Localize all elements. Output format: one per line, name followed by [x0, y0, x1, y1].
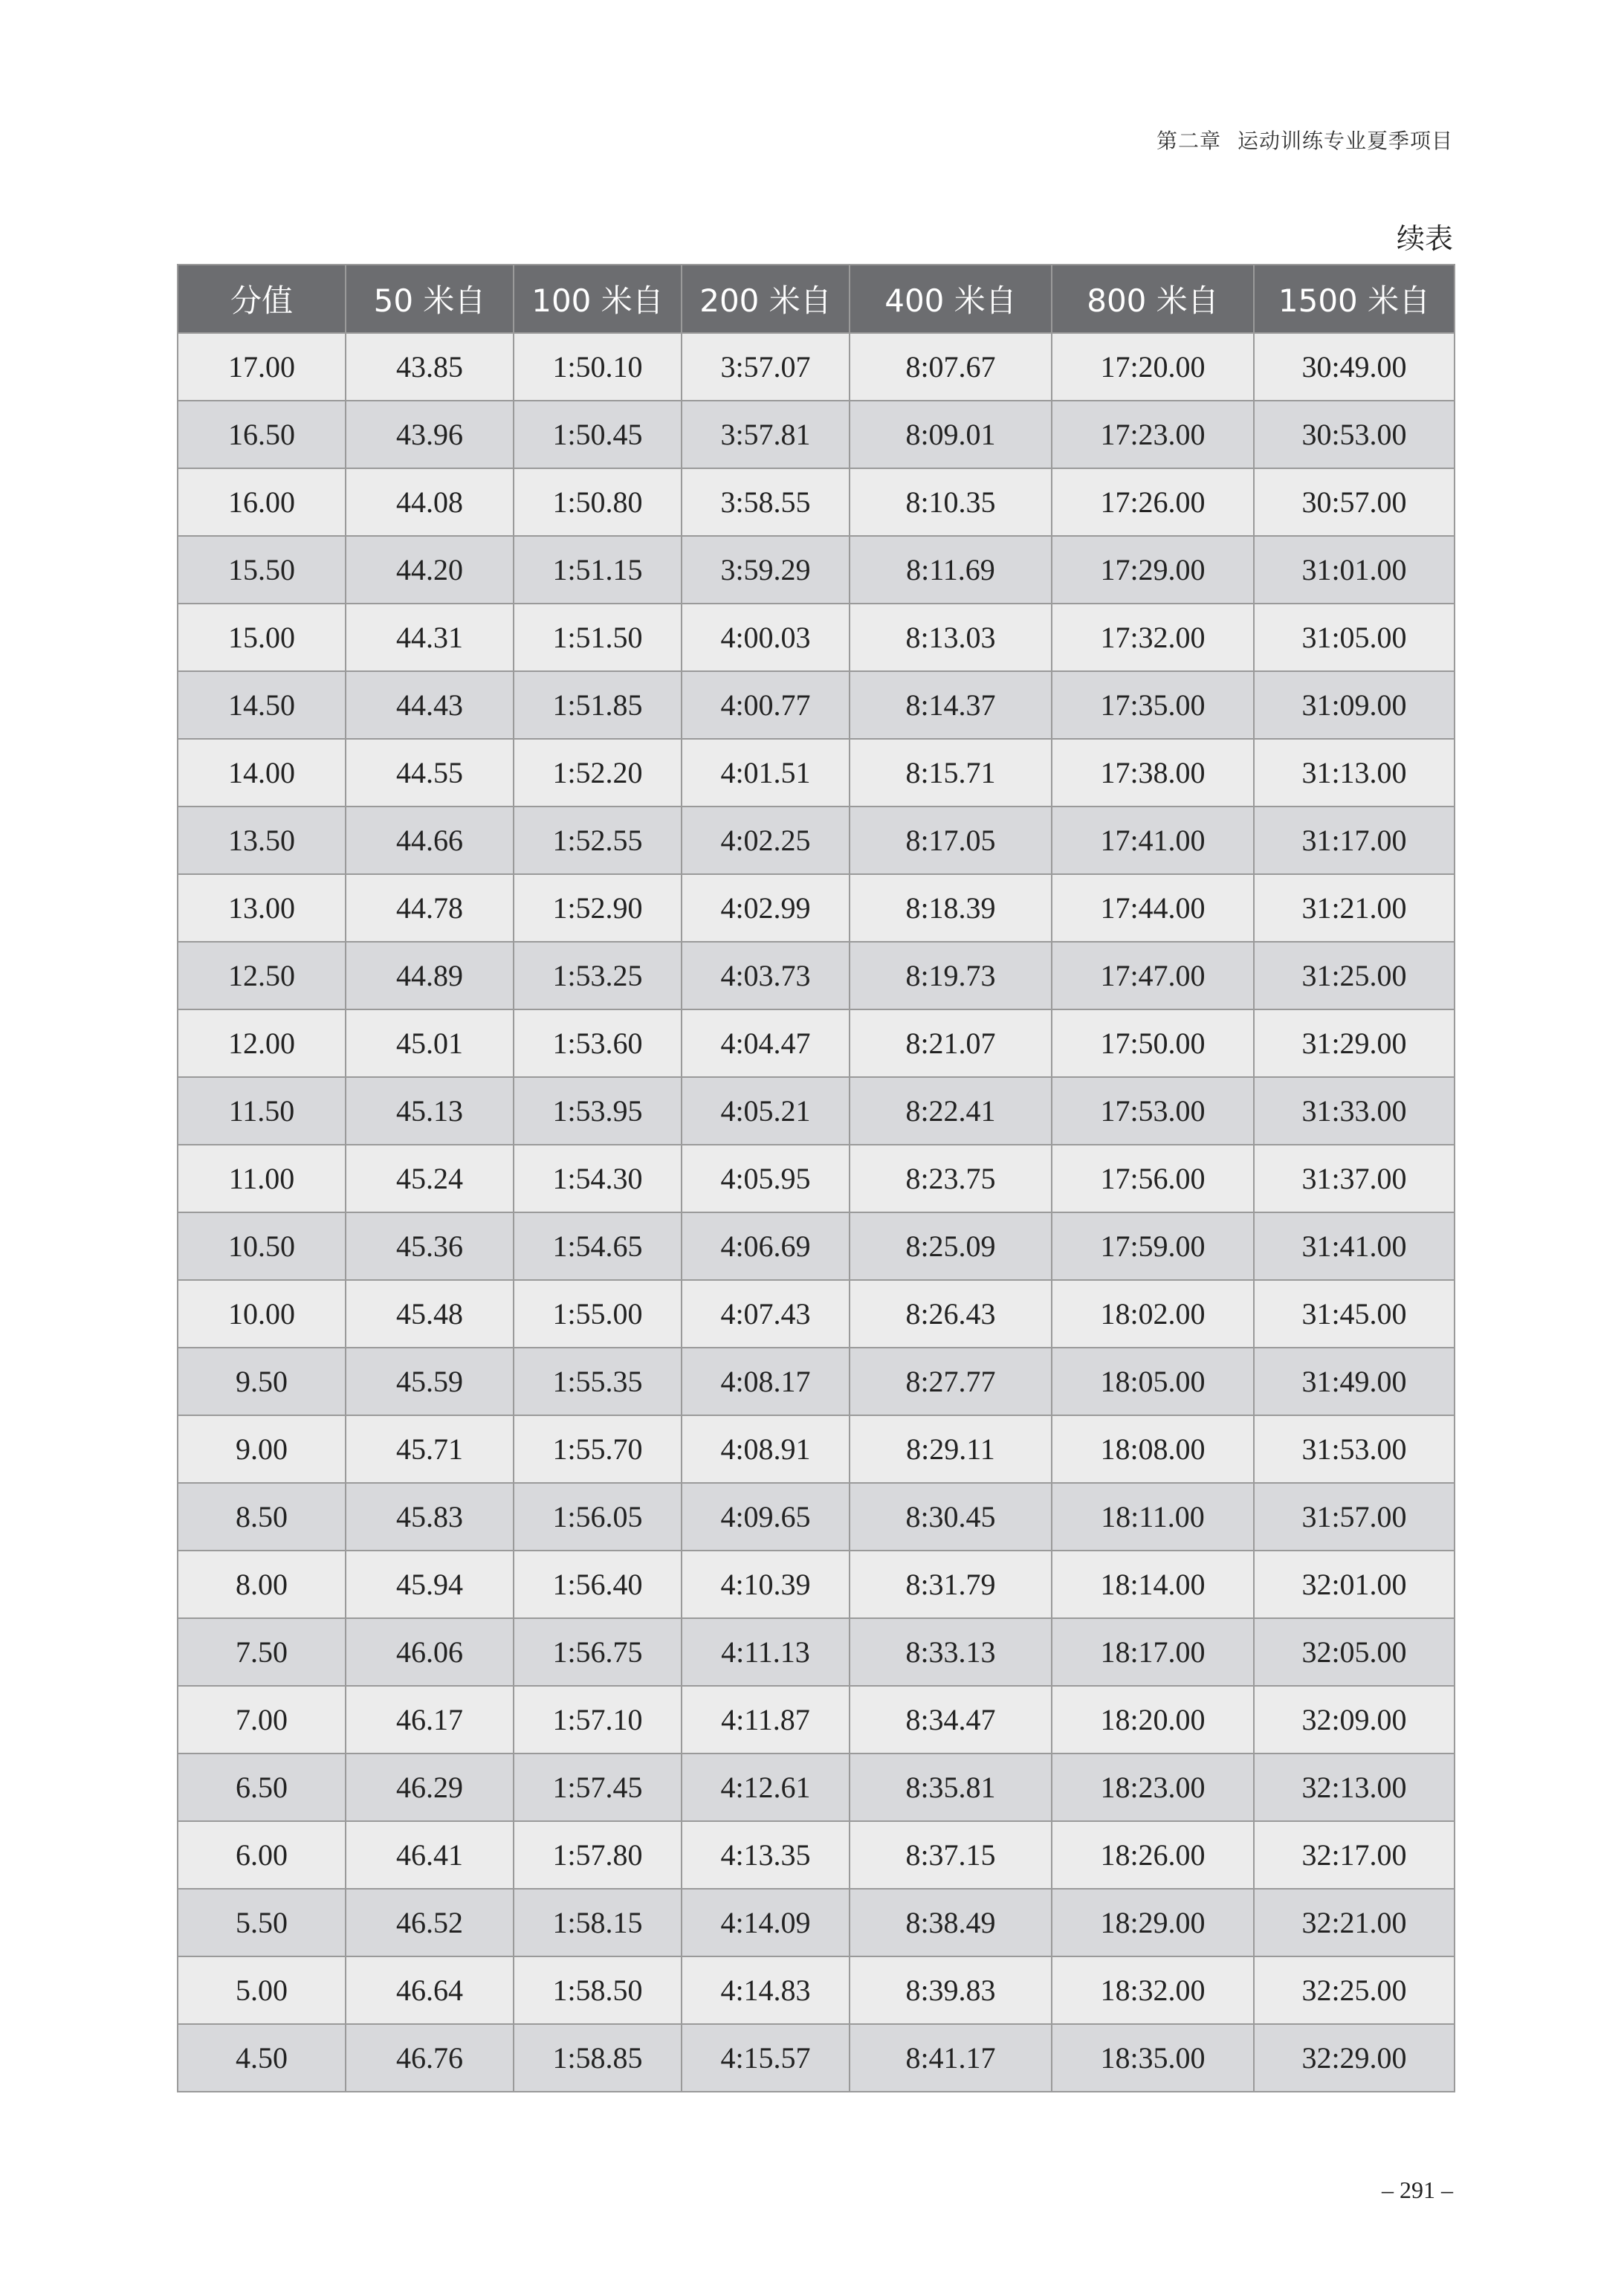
table-cell: 8:38.49 [850, 1889, 1052, 1956]
table-cell: 16.50 [178, 401, 346, 468]
table-row [178, 536, 1455, 604]
table-cell: 1:56.40 [514, 1551, 682, 1618]
table-cell: 4:11.87 [682, 1686, 850, 1753]
table-cell: 4:05.95 [682, 1145, 850, 1212]
table-cell: 1:56.05 [514, 1483, 682, 1551]
table-cell: 18:05.00 [1052, 1348, 1254, 1415]
table-cell: 45.13 [346, 1077, 514, 1145]
table-cell: 45.24 [346, 1145, 514, 1212]
table-cell: 30:57.00 [1254, 468, 1455, 536]
table-cell: 8.00 [178, 1551, 346, 1618]
table-cell: 11.50 [178, 1077, 346, 1145]
table-cell: 4:09.65 [682, 1483, 850, 1551]
table-cell: 4:03.73 [682, 942, 850, 1009]
table-row [178, 1483, 1455, 1551]
table-cell: 17:38.00 [1052, 739, 1254, 807]
table-header-row [178, 265, 1455, 333]
table-cell: 44.89 [346, 942, 514, 1009]
table-cell: 31:05.00 [1254, 604, 1455, 671]
table-cell: 1:50.10 [514, 333, 682, 401]
table-cell: 32:01.00 [1254, 1551, 1455, 1618]
table-cell: 10.50 [178, 1212, 346, 1280]
table-cell: 32:17.00 [1254, 1821, 1455, 1889]
table-row [178, 1212, 1455, 1280]
table-cell: 17:41.00 [1052, 807, 1254, 874]
table-cell: 45.48 [346, 1280, 514, 1348]
table-row [178, 1415, 1455, 1483]
table-cell: 18:35.00 [1052, 2024, 1254, 2092]
table-cell: 4:04.47 [682, 1009, 850, 1077]
table-cell: 30:49.00 [1254, 333, 1455, 401]
table-cell: 31:17.00 [1254, 807, 1455, 874]
table-cell: 7.50 [178, 1618, 346, 1686]
table-cell: 17:20.00 [1052, 333, 1254, 401]
table-cell: 4:00.03 [682, 604, 850, 671]
table-row [178, 807, 1455, 874]
table-cell: 4:08.91 [682, 1415, 850, 1483]
table-row [178, 1551, 1455, 1618]
table-cell: 18:08.00 [1052, 1415, 1254, 1483]
table-cell: 14.00 [178, 739, 346, 807]
column-header: 50 米自 [346, 265, 514, 333]
table-cell: 45.01 [346, 1009, 514, 1077]
table-cell: 31:01.00 [1254, 536, 1455, 604]
table-cell: 46.64 [346, 1956, 514, 2024]
table-row [178, 604, 1455, 671]
table-row [178, 739, 1455, 807]
table-cell: 31:41.00 [1254, 1212, 1455, 1280]
table-cell: 13.50 [178, 807, 346, 874]
table-row [178, 1145, 1455, 1212]
column-header: 100 米自 [514, 265, 682, 333]
table-cell: 8:41.17 [850, 2024, 1052, 2092]
table-cell: 32:29.00 [1254, 2024, 1455, 2092]
table-cell: 8:34.47 [850, 1686, 1052, 1753]
table-cell: 4:15.57 [682, 2024, 850, 2092]
table-cell: 32:13.00 [1254, 1753, 1455, 1821]
table-cell: 46.29 [346, 1753, 514, 1821]
table-cell: 1:58.85 [514, 2024, 682, 2092]
table-cell: 8:39.83 [850, 1956, 1052, 2024]
table-cell: 45.59 [346, 1348, 514, 1415]
table-row [178, 1686, 1455, 1753]
table-row [178, 333, 1455, 401]
table-cell: 3:59.29 [682, 536, 850, 604]
table-cell: 17:35.00 [1052, 671, 1254, 739]
table-cell: 5.00 [178, 1956, 346, 2024]
table-cell: 8:37.15 [850, 1821, 1052, 1889]
table-cell: 46.76 [346, 2024, 514, 2092]
table-cell: 8:21.07 [850, 1009, 1052, 1077]
table-cell: 17:26.00 [1052, 468, 1254, 536]
table-cell: 4:07.43 [682, 1280, 850, 1348]
table-cell: 1:56.75 [514, 1618, 682, 1686]
table-cell: 8:14.37 [850, 671, 1052, 739]
swimming-score-table [177, 264, 1455, 2092]
table-cell: 17:47.00 [1052, 942, 1254, 1009]
table-row [178, 1753, 1455, 1821]
table-cell: 18:20.00 [1052, 1686, 1254, 1753]
table-cell: 1:54.30 [514, 1145, 682, 1212]
table-cell: 45.94 [346, 1551, 514, 1618]
table-cell: 1:50.80 [514, 468, 682, 536]
table-cell: 31:29.00 [1254, 1009, 1455, 1077]
table-cell: 44.78 [346, 874, 514, 942]
table-cell: 17:53.00 [1052, 1077, 1254, 1145]
table-cell: 8:19.73 [850, 942, 1052, 1009]
table-cell: 46.06 [346, 1618, 514, 1686]
table-cell: 17:23.00 [1052, 401, 1254, 468]
table-cell: 32:25.00 [1254, 1956, 1455, 2024]
table-cell: 1:57.45 [514, 1753, 682, 1821]
table-cell: 32:05.00 [1254, 1618, 1455, 1686]
table-cell: 1:58.50 [514, 1956, 682, 2024]
table-cell: 8:29.11 [850, 1415, 1052, 1483]
table-cell: 44.55 [346, 739, 514, 807]
page-number: – 291 – [1382, 2176, 1453, 2203]
table-row [178, 1009, 1455, 1077]
table-row [178, 401, 1455, 468]
table-cell: 4:12.61 [682, 1753, 850, 1821]
table-cell: 4:08.17 [682, 1348, 850, 1415]
table-cell: 8:33.13 [850, 1618, 1052, 1686]
table-cell: 1:51.50 [514, 604, 682, 671]
table-cell: 31:45.00 [1254, 1280, 1455, 1348]
table-body [178, 333, 1455, 2092]
table-cell: 9.00 [178, 1415, 346, 1483]
table-cell: 12.00 [178, 1009, 346, 1077]
table-cell: 3:57.81 [682, 401, 850, 468]
table-cell: 18:02.00 [1052, 1280, 1254, 1348]
table-cell: 18:29.00 [1052, 1889, 1254, 1956]
table-row [178, 1280, 1455, 1348]
table-row [178, 874, 1455, 942]
table-cell: 8:27.77 [850, 1348, 1052, 1415]
table-cell: 8:09.01 [850, 401, 1052, 468]
table-cell: 45.71 [346, 1415, 514, 1483]
table-cell: 8:10.35 [850, 468, 1052, 536]
table-cell: 4:05.21 [682, 1077, 850, 1145]
table-cell: 8:17.05 [850, 807, 1052, 874]
table-row [178, 942, 1455, 1009]
table-cell: 7.00 [178, 1686, 346, 1753]
table-cell: 9.50 [178, 1348, 346, 1415]
table-cell: 4:13.35 [682, 1821, 850, 1889]
table-cell: 1:54.65 [514, 1212, 682, 1280]
table-cell: 11.00 [178, 1145, 346, 1212]
table-continued-caption: 续表 [1396, 222, 1453, 255]
table-cell: 1:57.80 [514, 1821, 682, 1889]
table-cell: 31:21.00 [1254, 874, 1455, 942]
table-row [178, 1821, 1455, 1889]
table-cell: 8:26.43 [850, 1280, 1052, 1348]
table-cell: 43.85 [346, 333, 514, 401]
table-cell: 1:52.20 [514, 739, 682, 807]
table-cell: 17:32.00 [1052, 604, 1254, 671]
table-cell: 10.00 [178, 1280, 346, 1348]
column-header: 1500 米自 [1254, 265, 1455, 333]
table-cell: 8:23.75 [850, 1145, 1052, 1212]
table-cell: 13.00 [178, 874, 346, 942]
table-cell: 17:50.00 [1052, 1009, 1254, 1077]
table-cell: 18:11.00 [1052, 1483, 1254, 1551]
table-cell: 31:33.00 [1254, 1077, 1455, 1145]
table-cell: 1:55.00 [514, 1280, 682, 1348]
table-cell: 45.83 [346, 1483, 514, 1551]
table-cell: 5.50 [178, 1889, 346, 1956]
table-cell: 8:15.71 [850, 739, 1052, 807]
chapter-label: 第二章 [1156, 129, 1221, 153]
table-cell: 46.17 [346, 1686, 514, 1753]
running-header [1156, 125, 1453, 155]
table-cell: 4:14.83 [682, 1956, 850, 2024]
table-cell: 44.66 [346, 807, 514, 874]
table-cell: 17:29.00 [1052, 536, 1254, 604]
table-cell: 1:52.55 [514, 807, 682, 874]
table-cell: 1:51.15 [514, 536, 682, 604]
table-row [178, 1348, 1455, 1415]
table-cell: 1:55.70 [514, 1415, 682, 1483]
table-cell: 45.36 [346, 1212, 514, 1280]
table-cell: 46.52 [346, 1889, 514, 1956]
table-cell: 14.50 [178, 671, 346, 739]
table-cell: 1:51.85 [514, 671, 682, 739]
table-cell: 6.50 [178, 1753, 346, 1821]
table-cell: 4:10.39 [682, 1551, 850, 1618]
table-cell: 4:01.51 [682, 739, 850, 807]
table-cell: 8:35.81 [850, 1753, 1052, 1821]
table-cell: 4:02.99 [682, 874, 850, 942]
table-cell: 8.50 [178, 1483, 346, 1551]
table-cell: 1:53.25 [514, 942, 682, 1009]
table-cell: 31:25.00 [1254, 942, 1455, 1009]
table-cell: 4:02.25 [682, 807, 850, 874]
table-cell: 44.31 [346, 604, 514, 671]
table-cell: 1:55.35 [514, 1348, 682, 1415]
table-cell: 31:53.00 [1254, 1415, 1455, 1483]
table-cell: 1:53.95 [514, 1077, 682, 1145]
table-cell: 3:57.07 [682, 333, 850, 401]
table-cell: 3:58.55 [682, 468, 850, 536]
table-cell: 1:53.60 [514, 1009, 682, 1077]
table-cell: 32:21.00 [1254, 1889, 1455, 1956]
table-cell: 12.50 [178, 942, 346, 1009]
table-cell: 8:13.03 [850, 604, 1052, 671]
table-cell: 44.43 [346, 671, 514, 739]
table-row [178, 2024, 1455, 2092]
table-cell: 31:49.00 [1254, 1348, 1455, 1415]
table-cell: 4.50 [178, 2024, 346, 2092]
column-header: 800 米自 [1052, 265, 1254, 333]
table-row [178, 1889, 1455, 1956]
table-cell: 1:58.15 [514, 1889, 682, 1956]
table-cell: 31:09.00 [1254, 671, 1455, 739]
table-cell: 6.00 [178, 1821, 346, 1889]
table-cell: 18:32.00 [1052, 1956, 1254, 2024]
table-cell: 15.00 [178, 604, 346, 671]
table-cell: 1:57.10 [514, 1686, 682, 1753]
table-cell: 30:53.00 [1254, 401, 1455, 468]
table-cell: 1:50.45 [514, 401, 682, 468]
table-cell: 31:13.00 [1254, 739, 1455, 807]
table-cell: 17:56.00 [1052, 1145, 1254, 1212]
table-cell: 8:31.79 [850, 1551, 1052, 1618]
table-row [178, 1956, 1455, 2024]
table-cell: 18:17.00 [1052, 1618, 1254, 1686]
table-cell: 31:57.00 [1254, 1483, 1455, 1551]
table-cell: 17:44.00 [1052, 874, 1254, 942]
column-header: 分值 [178, 265, 346, 333]
table-cell: 46.41 [346, 1821, 514, 1889]
table-cell: 43.96 [346, 401, 514, 468]
table-row [178, 1618, 1455, 1686]
table-cell: 4:00.77 [682, 671, 850, 739]
table-cell: 44.08 [346, 468, 514, 536]
table-cell: 18:26.00 [1052, 1821, 1254, 1889]
table-row [178, 671, 1455, 739]
table-cell: 8:18.39 [850, 874, 1052, 942]
table-cell: 15.50 [178, 536, 346, 604]
table-cell: 16.00 [178, 468, 346, 536]
column-header: 200 米自 [682, 265, 850, 333]
table-cell: 32:09.00 [1254, 1686, 1455, 1753]
table-cell: 8:22.41 [850, 1077, 1052, 1145]
table-cell: 44.20 [346, 536, 514, 604]
table-row [178, 468, 1455, 536]
table-cell: 1:52.90 [514, 874, 682, 942]
table-cell: 17.00 [178, 333, 346, 401]
table-cell: 8:25.09 [850, 1212, 1052, 1280]
table-cell: 31:37.00 [1254, 1145, 1455, 1212]
table-cell: 4:14.09 [682, 1889, 850, 1956]
table-cell: 18:14.00 [1052, 1551, 1254, 1618]
table-cell: 8:11.69 [850, 536, 1052, 604]
table-cell: 4:11.13 [682, 1618, 850, 1686]
table-cell: 17:59.00 [1052, 1212, 1254, 1280]
table-row [178, 1077, 1455, 1145]
column-header: 400 米自 [850, 265, 1052, 333]
table-cell: 4:06.69 [682, 1212, 850, 1280]
table-cell: 8:07.67 [850, 333, 1052, 401]
section-title: 运动训练专业夏季项目 [1237, 129, 1453, 153]
table-cell: 18:23.00 [1052, 1753, 1254, 1821]
table-cell: 8:30.45 [850, 1483, 1052, 1551]
